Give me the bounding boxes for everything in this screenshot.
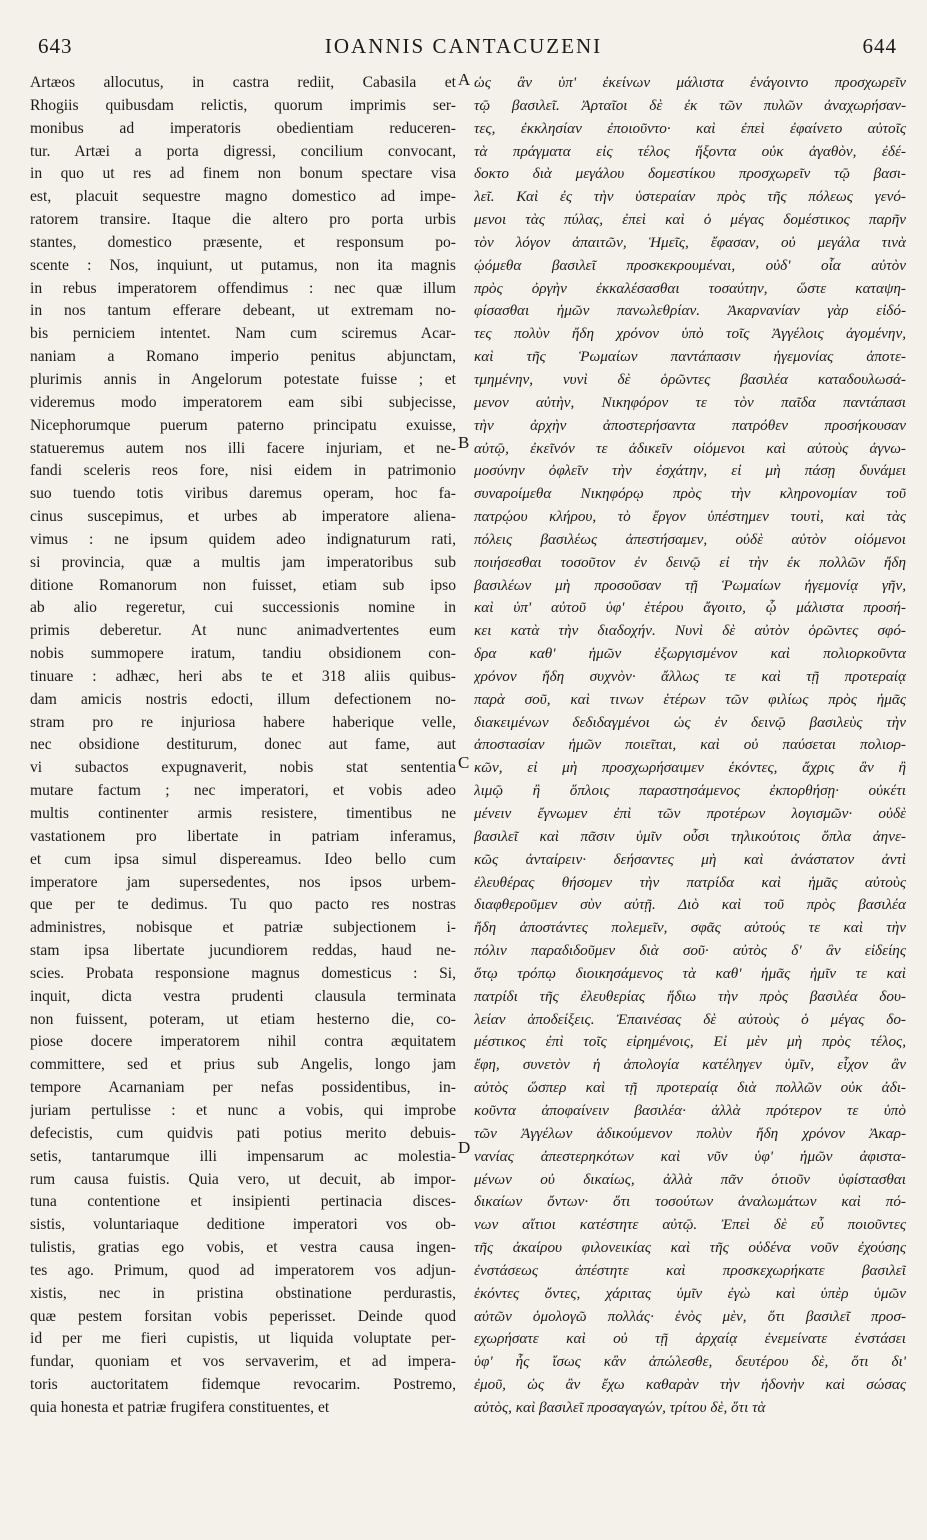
text-line: toris auctoritatem fidemque revocarim. Postremo, [30, 1376, 456, 1394]
text-line: inquit, dicta vestra prudenti clausula terminata [30, 987, 456, 1005]
text-line: naniam a Romano imperio penitus abjunctam, [30, 348, 456, 366]
text-line: nobis summopere iratum, tandiu obsidionem con- [30, 645, 456, 663]
text-line: πατρῴου κλήρου, τὸ ἔργον ὑπέστημεν τουτὶ, καὶ τὰς [474, 508, 906, 526]
text-line: ἐμοῦ, ὡς ἂν ἔχω καθαρὰν τὴν ἡδονὴν καὶ σώσας [474, 1376, 906, 1394]
text-line: τὰ πράγματα εἰς τέλος ἥξοντα οὐκ ἀγαθὸν, ἐδέ- [474, 142, 906, 160]
text-line: vi subactos expugnaverit, nobis stat sententia [30, 759, 456, 777]
text-line: ab alio regeretur, cui successionis nomine in [30, 599, 456, 617]
text-line: μέστικος ἐπὶ τοῖς εἰρημένοις, Εἰ μὲν μὴ πρὸς τέλος, [474, 1033, 906, 1051]
text-line: monibus ad imperatoris obedientiam reduceren- [30, 119, 456, 137]
text-line: ὅτῳ τρόπῳ διοικησάμενος τὰ καθ' ἡμᾶς ἡμῖν τε καὶ [474, 964, 906, 982]
text-line: scente : Nos, inquiunt, ut putamus, non ita magnis [30, 256, 456, 274]
text-line: διαφθεροῦμεν σὺν αὐτῇ. Διὸ καὶ τοῦ πρὸς βασιλέα [474, 896, 906, 914]
text-line: αὐτὸς ὥσπερ καὶ τῇ προτεραίᾳ διὰ πολλῶν οὐκ ἀδι- [474, 1079, 906, 1097]
text-line: tes ago. Primum, quod ad imperatorem vos adjun- [30, 1261, 456, 1279]
text-line: πρὸς ὀργὴν ἐκκαλέσασθαι τοσαύτην, ὥστε καταψη- [474, 279, 906, 297]
text-line: τὴν ἀρχὴν ἀποστερήσαντα πατρόθεν προσήκουσαν [474, 416, 906, 434]
text-line: bis perniciem intentet. Nam cum sciremus Acar- [30, 325, 456, 343]
text-line: videremus modo imperatorem eam sibi subjecisse, [30, 393, 456, 411]
text-line: κῶν, εἰ μὴ προσχωρήσαιμεν ἑκόντες, ἄχρις ἂν ἢ [474, 759, 906, 777]
text-line: παρὰ σοῦ, καὶ τινων ἑτέρων τῶν φιλίως πρὸς ἡμᾶς [474, 690, 906, 708]
text-line: αὐτῶν ὁμολογῶ πολλάς· ἑνὸς μὲν, ὅτι βασιλεῖ προσ- [474, 1307, 906, 1325]
text-line: κοῦντα ἀποφαίνειν βασιλέα· ἀλλὰ πρότερον τε ὑπὸ [474, 1101, 906, 1119]
margin-letter-b: B [458, 433, 470, 452]
text-line: administres, nobisque et patriæ subjectionem i- [30, 919, 456, 937]
text-line: setis, tantarumque illi impensarum ac molestia- [30, 1147, 456, 1165]
text-line: ratorem transire. Itaque die altero pro porta urbis [30, 211, 456, 229]
text-line: τες, ἐκκλησίαν ἐποιοῦντο· καὶ ἐπεὶ ἐφαίνετο αὐτοῖς [474, 119, 906, 137]
text-line: ἑκόντες ὄντες, χάριτας ὑμῖν ἐγὼ καὶ ὑπὲρ ὑμῶν [474, 1284, 906, 1302]
text-line: tuna contentione et insipienti pertinacia disces- [30, 1193, 456, 1211]
text-line: πόλεις βασιλέως ἀπεστήσαμεν, οὐδὲ αὐτὸν οἰόμενοι [474, 530, 906, 548]
text-line: νων αἴτιοι κατέστητε αὐτῷ. Ἐπεὶ δὲ εὖ ποιοῦντες [474, 1216, 906, 1234]
text-line: non fuissent, poteram, ut etiam hesterno die, co- [30, 1010, 456, 1028]
text-line: scies. Probata responsione magnus domesticus : Si, [30, 964, 456, 982]
text-line: ὡς ἂν ὑπ' ἐκείνων μάλιστα ἐνάγοιντο προσχωρεῖν [474, 74, 906, 91]
text-line: τῷ βασιλεῖ. Ἀρταῖοι δὲ ἐκ τῶν πυλῶν ἀναχωρήσαν- [474, 96, 906, 114]
text-line: ὑφ' ἧς ἴσως κἂν ἀπώλεσθε, δευτέρου δὲ, ὅτι δι' [474, 1353, 906, 1371]
text-line: βασιλεῖ καὶ πᾶσιν ὑμῖν οὖσι τηλικούτοις ὅπλα ἀηνε- [474, 827, 906, 845]
text-line: δρα καθ' ἡμῶν ἐξωργισμένον καὶ πολιορκοῦντα [474, 645, 906, 663]
text-line: piose docere imperatorem nihil contra æquitatem [30, 1033, 456, 1051]
text-line: xistis, nec in pristina obstinatione perdurastis, [30, 1284, 456, 1302]
text-line: εχωρήσατε καὶ οὐ τῇ ἀρχαίᾳ ἐνεμείνατε ἐνστάσει [474, 1330, 906, 1348]
text-line: τες πολὺν ἤδη χρόνον ὑπὸ τοῖς Ἀγγέλοις ἀγομένην, [474, 325, 906, 343]
text-line: μενον αὐτὴν, Νικηφόρον τε τὸν παῖδα παντάπασι [474, 393, 906, 411]
text-line: id per me fieri cupistis, ut liquida voluptate per- [30, 1330, 456, 1348]
text-line: διακειμένων δεδιδαγμένοι ὡς ἐν δεινῷ βασιλεὺς τὴν [474, 713, 906, 731]
text-line: suo tuendo totis viribus daremus operam, hoc fa- [30, 485, 456, 503]
text-line: tinuare : adhæc, heri abs te et 318 aliis quibus- [30, 667, 456, 685]
text-line: τῶν Ἀγγέλων ἀδικούμενον πολὺν ἤδη χρόνον Ἀκαρ- [474, 1124, 906, 1142]
text-line: συναροίμεθα Νικηφόρῳ πρὸς τὴν κληρονομίαν τοῦ [474, 485, 906, 503]
text-line: in nos tantum efferare debeant, ut extremam no- [30, 302, 456, 320]
text-line: τὸν λόγον ἀπαιτῶν, Ἡμεῖς, ἔφασαν, οὐ μεγάλα τινὰ [474, 233, 906, 251]
text-line: si provincia, quæ a multis jam imperatoribus sub [30, 553, 456, 571]
text-line: tulistis, gratias ego vobis, et vestra causa ingen- [30, 1239, 456, 1257]
text-line: que per te dedimus. Tu quo pacto res nostras [30, 896, 456, 914]
text-line: ἀποστασίαν ἡμῶν ποιεῖται, καὶ οὐ παύσεται πολιορ- [474, 736, 906, 754]
text-line: plurimis annis in Angelorum potestate fuisse ; et [30, 370, 456, 388]
text-line: λιμῷ ἢ ὅπλοις παραστησάμενος ἐκπορθήσῃ· οὐκέτι [474, 782, 906, 800]
text-line: ἤδη ἀποστάντες πολεμεῖν, σφᾶς αὐτούς τε καὶ τὴν [474, 919, 906, 937]
text-line: πόλιν παραδιδοῦμεν διὰ σοῦ· αὐτὸς δ' ἂν εἰδείης [474, 942, 906, 960]
text-line: mutare factum ; nec imperatori, et vobis adeo [30, 782, 456, 800]
text-line: αὐτὸς, καὶ βασιλεῖ προσαγαγών, τρίτου δὲ, ὅτι τὰ [474, 1398, 766, 1416]
text-line: βασιλέων μὴ προσοῦσαν τῇ Ῥωμαίων ἡγεμονίᾳ γῆν, [474, 576, 906, 594]
text-line: αὐτῷ, ἐκεῖνόν τε ἀδικεῖν οἰόμενοι καὶ αὐτοὺς ἀγνω- [474, 439, 906, 457]
text-line: πατρίδι τῆς ἐλευθερίας ἥδιω τὴν πρὸς βασιλέα δου- [474, 987, 906, 1005]
running-title: IOANNIS CANTACUZENI [324, 34, 603, 58]
text-line: καὶ ὑπ' αὐτοῦ ὑφ' ἑτέρου ἄγοιτο, ᾧ μάλιστα προσή- [474, 599, 906, 617]
text-line: tempore Acarnaniam per nefas possidentibus, in- [30, 1079, 456, 1097]
margin-letter-c: C [458, 753, 470, 772]
text-line: ditione Romanorum non fuisset, etiam sub ipso [30, 576, 456, 594]
text-line: imperatore jam supersedentes, nos ipsos urbem- [30, 873, 456, 891]
text-line: τμημένην, νυνὶ δὲ ὁρῶντες βασιλέα καταδουλωσά- [474, 370, 906, 388]
text-line: et cum ipsa simul dispereamus. Ideo bello cum [30, 850, 456, 868]
text-line: κει κατὰ τὴν διαδοχήν. Νυνὶ δὲ αὐτὸν ὁρῶντες σφό- [474, 622, 906, 640]
text-line: nec obsidione destiturum, donec aut fame, aut [30, 736, 456, 754]
text-line: stam ipsa libertate jucundiorem reddas, haud ne- [30, 942, 456, 960]
text-line: κῶς ἀνταίρειν· δεήσαντες μὴ καὶ ἀνάστατον ἀντὶ [474, 850, 906, 868]
text-line: ἐνστάσεως ἀπέστητε καὶ προσκεχωρήκατε βασιλεῖ [474, 1261, 906, 1279]
text-line: Rhogiis quibusdam relictis, quorum imprimis ser- [30, 96, 456, 114]
text-line: tur. Artæi a porta digressi, concilium convocant, [30, 142, 456, 160]
text-line: juriam pertulisse : et nunc a vobis, qui improbe [30, 1101, 456, 1119]
text-line: quæ pestem forsitan vobis peperisset. Deinde quod [30, 1307, 456, 1325]
text-line: cinus suscepimus, et urbes ab imperatore aliena- [30, 508, 456, 526]
text-line: in rebus imperatorem offendimus : nec quæ illum [30, 279, 456, 297]
text-line: τῆς ἀκαίρου φιλονεικίας καὶ τῆς οὐδένα νοῦν ἐχούσης [474, 1239, 906, 1257]
text-line: dam amicis nostris edocti, illum defectionem no- [30, 690, 456, 708]
text-line: in quo ut res ad finem non bonum spectare visa [30, 165, 456, 183]
text-line: quia honesta et patriæ frugifera constituentes, et [30, 1398, 330, 1416]
greek-column [474, 72, 906, 1530]
text-line: φίσασθαι ἡμῶν πανωλεθρίαν. Ἀκαρνανίαν γὰρ εἰδό- [474, 302, 906, 320]
text-line: ᾠόμεθα βασιλεῖ προσκεκρουμέναι, οὐδ' οἷα αὐτὸν [474, 256, 906, 274]
latin-column [30, 72, 456, 1530]
text-line: rum causa fuistis. Quia vero, ut decuit, ab impor- [30, 1170, 456, 1188]
text-line: sistis, voluntariaque deditione imperatori vos ob- [30, 1216, 456, 1234]
text-line: δοκτο διὰ μεγάλου δομεστίκου προσχωρεῖν τῷ βασι- [474, 165, 906, 183]
text-line: λείαν ἀποδείξεις. Ἐπαινέσας δὲ αὐτοὺς ὁ μέγας δο- [474, 1010, 906, 1028]
text-line: vimus : ne ipsum quidem adeo indignaturum rati, [30, 530, 456, 548]
text-line: καὶ τῆς Ῥωμαίων παντάπασιν ἡγεμονίας ἀποτε- [474, 348, 906, 366]
text-line: primis deberetur. At nunc animadvertentes eum [30, 622, 456, 640]
margin-letter-a: A [458, 70, 471, 89]
text-line: μένειν ἔγνωμεν ἐπὶ τῶν προτέρων λογισμῶν· οὐδὲ [474, 805, 906, 822]
text-line: δικαίων ὄντων· ὅτι τοσούτων ἀναλωμάτων καὶ πό- [474, 1193, 906, 1211]
text-line: stantes, domestico præsente, et responsum po- [30, 233, 456, 251]
text-line: ἐλευθέρας θήσομεν τὴν πατρίδα καὶ ἡμᾶς αὐτοὺς [474, 873, 906, 891]
running-header [30, 34, 897, 60]
text-line: stram pro re injuriosa habere haberique velle, [30, 713, 456, 731]
text-line: vastationem pro libertate in patriam inferamus, [30, 827, 456, 845]
text-line: committere, sed et prius sub Angelis, longo jam [30, 1056, 456, 1074]
page-number-right: 644 [862, 34, 897, 58]
text-line: est, placuit sequestre magno domestico ad impe- [30, 188, 456, 206]
text-line: λεῖ. Καὶ ἐς τὴν ὑστεραίαν πρὸς τῆς πόλεως γενό- [474, 188, 906, 206]
text-line: fundar, quoniam et vos servaverim, et ad impera- [30, 1353, 456, 1371]
text-line: defecistis, cum quidvis pati potius merito debuis- [30, 1124, 456, 1142]
margin-letter-d: D [458, 1138, 471, 1157]
text-line: fandi sceleris reos fore, nisi eidem in patrimonio [30, 462, 456, 480]
text-line: statueremus autem nos illi facere injuriam, et ne- [30, 439, 456, 457]
text-line: χρόνον ἤδη συχνὸν· ἄλλως τε καὶ τῇ προτεραίᾳ [474, 667, 906, 685]
text-line: νανίας ἀπεστερηκότων καὶ νῦν ὑφ' ἡμῶν ἀφιστα- [474, 1147, 906, 1165]
text-line: μένων οὐ δικαίως, ἀλλὰ πᾶν ὁτιοῦν ὑφίστασθαι [474, 1170, 906, 1188]
text-line: ἔφη, συνετὸν ἡ ἀπολογία κατέληγεν ὑμῖν, εἶχον ἂν [474, 1056, 906, 1074]
text-line: μοσύνην ὀφλεῖν τὴν ἐσχάτην, εἰ μὴ πάσῃ δυνάμει [474, 462, 906, 480]
page-number-left: 643 [38, 34, 73, 58]
text-line: multis continenter armis resistere, timentibus ne [30, 805, 456, 822]
text-line: Nicephorumque puerum paterno principatu exuisse, [30, 416, 456, 434]
text-line: Artæos allocutus, in castra rediit, Cabasila et [30, 74, 456, 91]
text-line: ποιήσεσθαι τοσοῦτον ἐν δεινῷ εἰ τὴν ἐκ πολλῶν ἤδη [474, 553, 906, 571]
text-line: μενοι τὰς πύλας, ἐπεὶ καὶ ὁ μέγας δομέστικος παρῆν [474, 211, 906, 229]
